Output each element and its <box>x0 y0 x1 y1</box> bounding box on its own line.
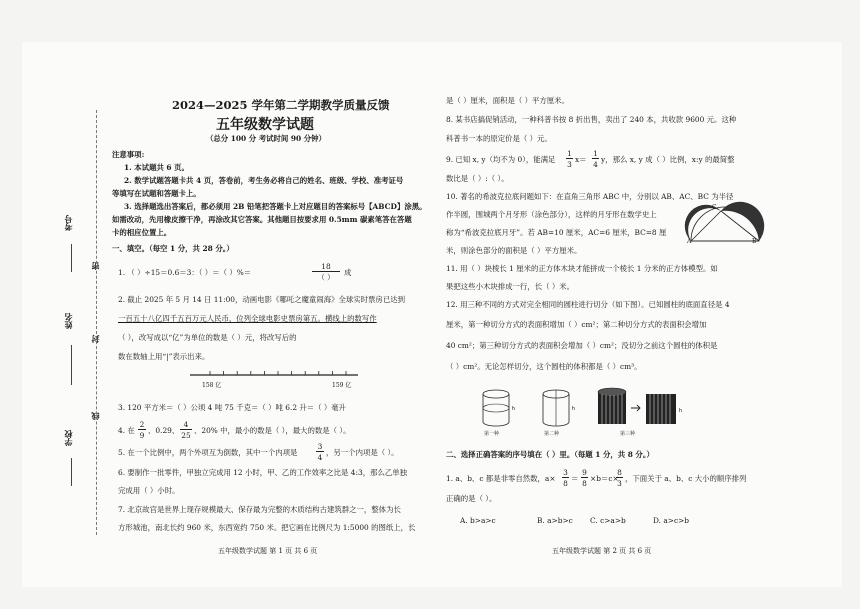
s2q1-frac1-den: 8 <box>563 479 568 488</box>
option-d: D. a>c>b <box>653 516 690 525</box>
svg-text:h: h <box>512 406 515 412</box>
q9-text-a: 9. 已知 x, y（均不为 0），能满足 <box>446 155 556 164</box>
q9-text-b: x＝ <box>575 155 587 164</box>
note-line: 3. 选择题选出答案后，都必须用 2B 铅笔把答题卡上对应题目的答案标号【ABCD】涂黑。 <box>124 202 427 211</box>
s2q1-line2: 正确的是（ ）。 <box>446 494 497 503</box>
notes-heading: 注意事项: <box>112 150 145 159</box>
q10-line: 10. 著名的希波克拉底问题如下：在直角三角形 ABC 中，分别以 AB、AC、BC 为半径 <box>446 192 734 201</box>
s2q1-text-c: ×b＝c× <box>590 474 619 483</box>
note-line: 等填写在试题和答题卡上。 <box>112 189 201 198</box>
section1-title: 一、填空。（每空 1 分，共 28 分。） <box>112 244 234 253</box>
note-line: 1. 本试题共 6 页。 <box>124 163 189 172</box>
q5-frac-den: 4 <box>317 453 323 462</box>
footer-right: 五年级数学试题 第 2 页 共 6 页 <box>552 547 652 555</box>
note-line: 2. 数学试题答题卡共 4 页，答卷前，考生务必将自己的姓名、班级、学校、准考证号 <box>124 176 404 185</box>
axis-right-label: 159 亿 <box>332 382 352 389</box>
q6-line: 完成用（ ）小时。 <box>118 486 180 495</box>
cylinder-caption-3: 第三种 <box>620 431 636 437</box>
diagram-label-b: B <box>752 238 757 245</box>
q8-line: 科普书一本的原定价是（ ）元。 <box>446 134 552 143</box>
s2q1-text-d: ，下面关于 a、b、c 大小的顺序排列 <box>625 474 747 483</box>
diagram-label-a: A <box>687 238 692 245</box>
s2q1-frac2-den: 8 <box>582 479 587 488</box>
axis-left-label: 158 亿 <box>202 382 222 389</box>
q5-text-a: 5. 在一个比例中，两个外项互为倒数，其中一个内项是 <box>118 448 298 457</box>
q9-frac1-den: 3 <box>567 160 572 169</box>
q4-text-a: 4. 在 <box>118 426 135 435</box>
q12-line: 厘米，第一种切分方式的表面积增加（ ）cm²；第二种切分方式的表面积会增加 <box>446 320 707 329</box>
q9-frac2-num: 1 <box>593 149 598 158</box>
q4-frac2-den: 25 <box>181 431 191 440</box>
binding-line <box>71 458 72 486</box>
q4-frac1-den: 9 <box>139 431 145 440</box>
q1-fraction-numerator: 18 <box>312 262 340 272</box>
q2-line: （ ），改写成以“亿”为单位的数是（ ）元，将改写后的 <box>118 333 297 342</box>
q12-line: 12. 用三种不同的方式对完全相同的圆柱进行切分（如下图）。已知圆柱的底面直径是 4 <box>446 300 730 309</box>
q8-line: 8. 某书店搞促销活动，一种科普书按 8 折出售，卖出了 240 本，共收款 9600 元。这种 <box>446 115 737 124</box>
binding-line <box>71 244 72 272</box>
cylinder-caption-2: 第二种 <box>544 431 560 437</box>
q2-line: 一百五十八亿四千五百万元人民币，位列全球电影史票房第五。横线上的数写作 <box>118 314 377 323</box>
option-c: C. c>a>b <box>590 516 626 525</box>
q10-line: 米，则涂色部分的面积是（ ）平方厘米。 <box>446 246 582 255</box>
binding-line <box>71 345 72 385</box>
q7-line: 7. 北京故宫是世界上现存规模最大、保存最为完整的木质结构古建筑群之一，整体为长 <box>118 505 401 514</box>
cylinder-caption-1: 第一种 <box>484 431 500 437</box>
note-line: 卡的相应位置上。 <box>112 228 172 237</box>
binding-mark-mi: 密 <box>90 262 100 270</box>
school-label: 学校 <box>63 430 73 446</box>
q4-frac1-num: 2 <box>139 420 145 429</box>
q1-text: 1. （ ）÷15＝0.6＝3：（ ）＝（ ）%＝ <box>118 268 252 277</box>
q9-frac1-num: 1 <box>567 149 572 158</box>
s2q1-frac3-den: 3 <box>617 479 622 488</box>
q1-fraction-denominator: （ ） <box>317 273 335 282</box>
q2-line: 2. 截止 2025 年 5 月 14 日 11:00，动画电影《哪吒之魔童闹海》全球实时票房已达到 <box>118 295 405 304</box>
svg-text:h: h <box>572 406 575 412</box>
q7-line: 方形城池，南北长约 960 米，东西宽约 750 米。把它画在比例尺为 1:5000 的图纸上，长 <box>118 523 416 532</box>
q9-line2: 数比是（ ）:（ ）。 <box>446 174 509 183</box>
cylinder-cut-2 <box>538 388 578 430</box>
q11-line: 11. 用（ ）块棱长 1 厘米的正方体木块才能拼成一个棱长 1 分米的正方体模型。如 <box>446 264 718 273</box>
cylinder-cut-1 <box>478 388 518 430</box>
section2-title: 二、选择正确答案的序号填在（ ）里。（每题 1 分，共 8 分。） <box>446 450 654 459</box>
exam-no-label: 考号 <box>63 215 73 231</box>
s2q1-text-a: 1. a、b、c 都是非零自然数，a× <box>446 474 556 483</box>
q5-frac-num: 3 <box>317 442 323 451</box>
note-line: 如需改动，先用橡皮擦干净，再涂改其它答案。其他题目按要求用 0.5mm 碳素笔答在答题 <box>112 215 412 224</box>
option-b: B. a>b>c <box>537 516 573 525</box>
q2-line: 数在数轴上用“|”表示出来。 <box>118 352 210 361</box>
binding-mark-xian: 线 <box>90 412 100 420</box>
q9-frac2-den: 4 <box>593 160 598 169</box>
footer-left: 五年级数学试题 第 1 页 共 6 页 <box>218 547 318 555</box>
q10-line: 作半圆，围城两个月牙形（涂色部分），这样的月牙形在数学史上 <box>446 210 657 219</box>
exam-meta: （总分 100 分 考试时间 90 分钟） <box>206 134 326 143</box>
q1-end: 成 <box>344 268 352 277</box>
q4-text-c: 、20% 中，最小的数是（ ），最大的数是（ ）。 <box>194 426 351 435</box>
q7-continued: 是（ ）厘米，面积是（ ）平方厘米。 <box>446 96 569 105</box>
s2q1-text-b: ＝ <box>571 474 579 483</box>
exam-subject: 五年级数学试题 <box>216 117 314 133</box>
q12-line: 40 cm²；第三种切分方式的表面积会增加（ ）cm²；没切分之前这个圆柱的体积是 <box>446 341 718 350</box>
cylinder-cut-3 <box>594 386 694 430</box>
q11-line: 果把这些小木块排成一行，长（ ）米。 <box>446 282 574 291</box>
s2q1-frac2-num: 9 <box>582 468 587 477</box>
q5-text-b: ，另一个内项是（ ）。 <box>326 448 399 457</box>
s2q1-frac3-num: 8 <box>617 468 622 477</box>
q3-text: 3. 120 平方米＝（ ）公顷 4 吨 75 千克＝（ ）吨 6.2 升＝（ ）毫升 <box>118 403 347 412</box>
svg-text:h: h <box>679 408 682 414</box>
q4-text-b: 、0.29、 <box>148 426 180 435</box>
diagram-label-c: C <box>712 204 717 211</box>
q12-line: （ ）cm²。无论怎样切分，这个圆柱的体积都是（ ）cm³。 <box>446 362 642 371</box>
s2q1-frac1-num: 3 <box>563 468 568 477</box>
q6-line: 6. 要制作一批零件，甲独立完成用 12 小时，甲、乙的工作效率之比是 4:3，那么乙单独 <box>118 468 408 477</box>
binding-mark-feng: 封 <box>90 335 100 343</box>
binding-dashed-line <box>96 110 97 535</box>
q10-line: 称为“希波克拉底月牙”。若 AB=10 厘米，AC=6 厘米，BC=8 厘 <box>446 228 667 237</box>
q9-text-c: y，那么 x, y 成（ ）比例，x:y 的最简整 <box>601 155 735 164</box>
q4-frac2-num: 4 <box>180 420 192 430</box>
name-label: 姓名 <box>63 313 73 329</box>
exam-title: 2024—2025 学年第二学期教学质量反馈 <box>172 98 390 112</box>
option-a: A. b>a>c <box>460 516 496 525</box>
